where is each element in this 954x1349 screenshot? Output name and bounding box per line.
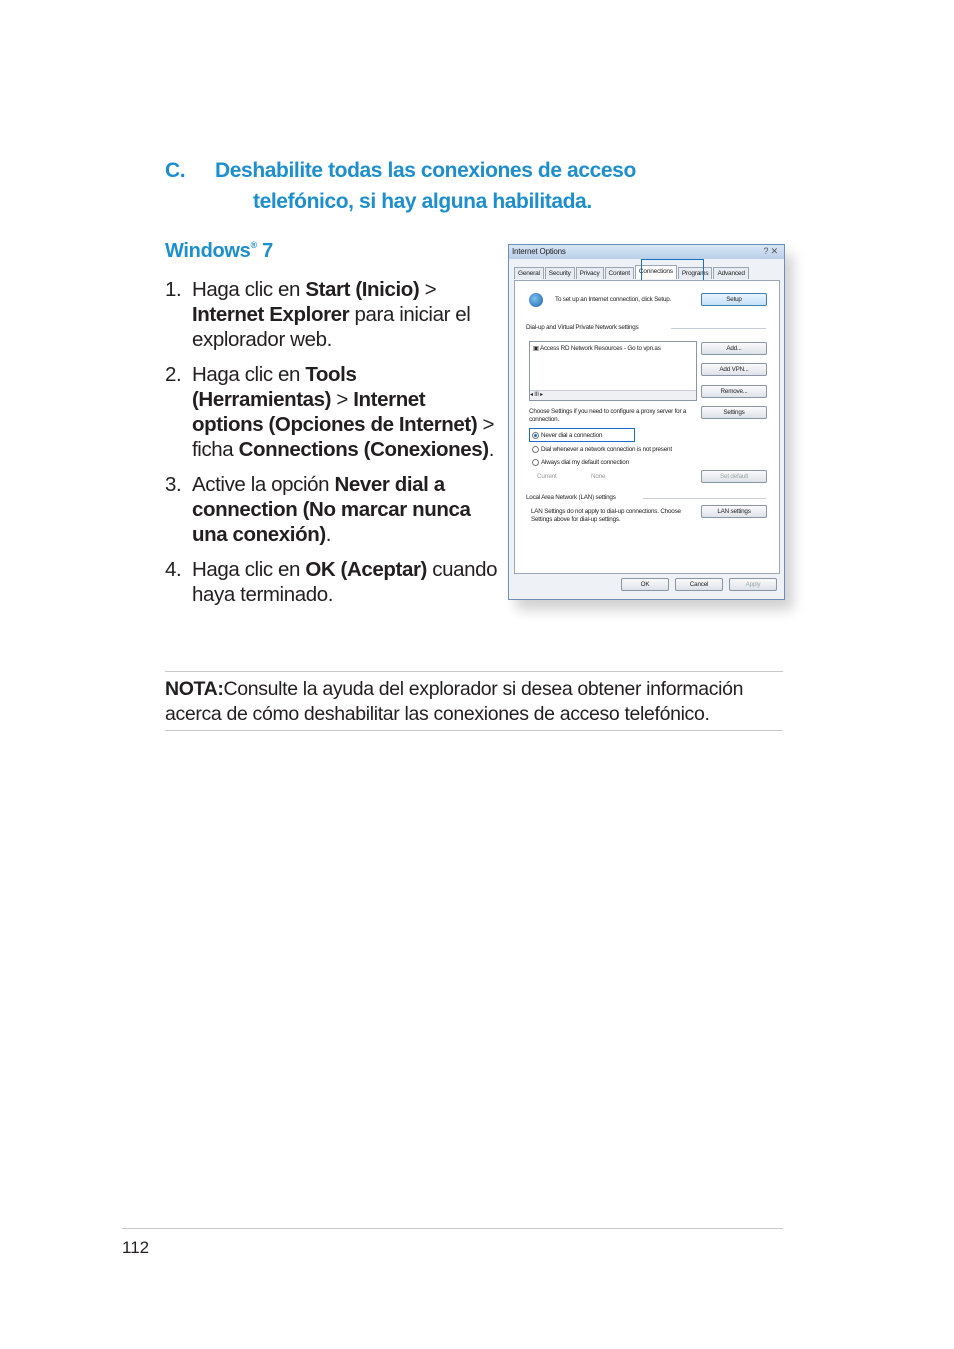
globe-icon: [529, 293, 543, 307]
group-divider: [671, 328, 766, 329]
step-text: > ficha: [192, 413, 495, 461]
lan-group-label: Local Area Network (LAN) settings: [526, 494, 616, 501]
add-button[interactable]: Add...: [701, 342, 767, 355]
dialog-title: Internet Options: [509, 245, 784, 259]
set-default-button[interactable]: Set default: [701, 470, 767, 483]
step-text: cuando haya terminado.: [192, 558, 498, 606]
dialog-tabs: [514, 267, 750, 279]
internet-options-dialog: [508, 244, 785, 600]
step-text: Active la opción: [192, 473, 335, 496]
registered-mark: ®: [250, 240, 257, 250]
step-text: Haga clic en: [192, 278, 306, 301]
note-label: NOTA:: [165, 678, 224, 700]
step-number: 4.: [165, 558, 182, 581]
settings-button[interactable]: Settings: [701, 406, 767, 419]
step-3: [165, 472, 500, 547]
lan-settings-text: LAN Settings do not apply to dial-up connections. Choose Settings above for dial-up settings.: [531, 508, 681, 523]
step-bold: Internet options (Opciones de Internet): [192, 388, 478, 436]
step-number: 3.: [165, 473, 182, 496]
step-bold: Connections (Conexiones): [238, 438, 489, 461]
note-box: [165, 671, 783, 731]
cancel-button[interactable]: Cancel: [675, 578, 723, 591]
connections-panel: [514, 280, 780, 574]
current-label: Current: [537, 473, 557, 480]
current-value: None: [591, 473, 606, 480]
section-heading-line2: telefónico, si hay alguna habilitada.: [253, 190, 592, 213]
connection-icon: ▣: [533, 345, 540, 352]
step-text: >: [419, 278, 437, 301]
step-text: para iniciar el explorador web.: [192, 303, 471, 351]
page-number: 112: [122, 1238, 150, 1257]
section-letter: C.: [165, 159, 186, 182]
step-number: 2.: [165, 363, 182, 386]
step-bold: Never dial a connection (No marcar nunca una conexión): [192, 473, 471, 546]
step-bold: Start (Inicio): [305, 278, 420, 301]
steps-list: [165, 277, 500, 617]
dialog-window-controls[interactable]: ? ✕: [763, 246, 778, 256]
windows-7-subheading: [165, 240, 273, 263]
setup-text: To set up an Internet connection, click Setup.: [555, 296, 672, 303]
list-item[interactable]: [533, 345, 661, 353]
group-divider: [643, 498, 766, 499]
apply-button[interactable]: Apply: [729, 578, 777, 591]
lan-settings-button[interactable]: LAN settings: [701, 505, 767, 518]
dial-whenever-label: Dial whenever a network connection is not present: [541, 446, 672, 453]
step-bold: Tools (Herramientas): [192, 363, 357, 411]
dial-whenever-radio[interactable]: [532, 446, 539, 453]
step-2: [165, 362, 500, 462]
tab-security[interactable]: Security: [545, 267, 575, 279]
step-text: >: [331, 388, 354, 411]
tab-content[interactable]: Content: [605, 267, 634, 279]
step-text: .: [488, 438, 494, 461]
step-1: [165, 277, 500, 352]
footer-divider: [122, 1228, 783, 1229]
always-dial-radio[interactable]: [532, 459, 539, 466]
step-text: .: [325, 523, 332, 546]
proxy-settings-text: Choose Settings if you need to configure a proxy server for a connection.: [529, 408, 687, 423]
subheading-version: 7: [256, 240, 273, 262]
ok-button[interactable]: OK: [621, 578, 669, 591]
tab-connections[interactable]: Connections: [635, 265, 677, 279]
setup-button[interactable]: Setup: [701, 293, 767, 306]
note-text: Consulte la ayuda del explorador si desea obtener información acerca de cómo deshabilitar las conexiones de acceso telefónico.: [165, 678, 744, 725]
step-text: Haga clic en: [192, 363, 306, 386]
step-bold: OK (Aceptar): [305, 558, 427, 581]
tab-advanced[interactable]: Advanced: [713, 267, 748, 279]
step-4: [165, 557, 500, 607]
step-text: Haga clic en: [192, 558, 306, 581]
tab-programs[interactable]: Programs: [678, 267, 713, 279]
step-bold: Internet Explorer: [192, 303, 350, 326]
subheading-text: Windows: [165, 240, 251, 262]
list-item-label: Access RD Network Resources - Go to vpn.as: [539, 345, 661, 352]
remove-button[interactable]: Remove...: [701, 385, 767, 398]
tab-privacy[interactable]: Privacy: [576, 267, 604, 279]
never-dial-highlight: [529, 428, 635, 442]
horizontal-scrollbar[interactable]: ◂ III ▸: [530, 390, 696, 400]
connections-listbox[interactable]: [529, 341, 697, 401]
tab-general[interactable]: General: [514, 267, 544, 279]
dialup-group-label: Dial-up and Virtual Private Network settings: [526, 324, 639, 331]
step-number: 1.: [165, 278, 182, 301]
always-dial-label: Always dial my default connection: [541, 459, 629, 466]
never-dial-label: Never dial a connection: [541, 432, 603, 439]
add-vpn-button[interactable]: Add VPN...: [701, 363, 767, 376]
section-heading-line1: Deshabilite todas las conexiones de acceso: [215, 159, 636, 182]
